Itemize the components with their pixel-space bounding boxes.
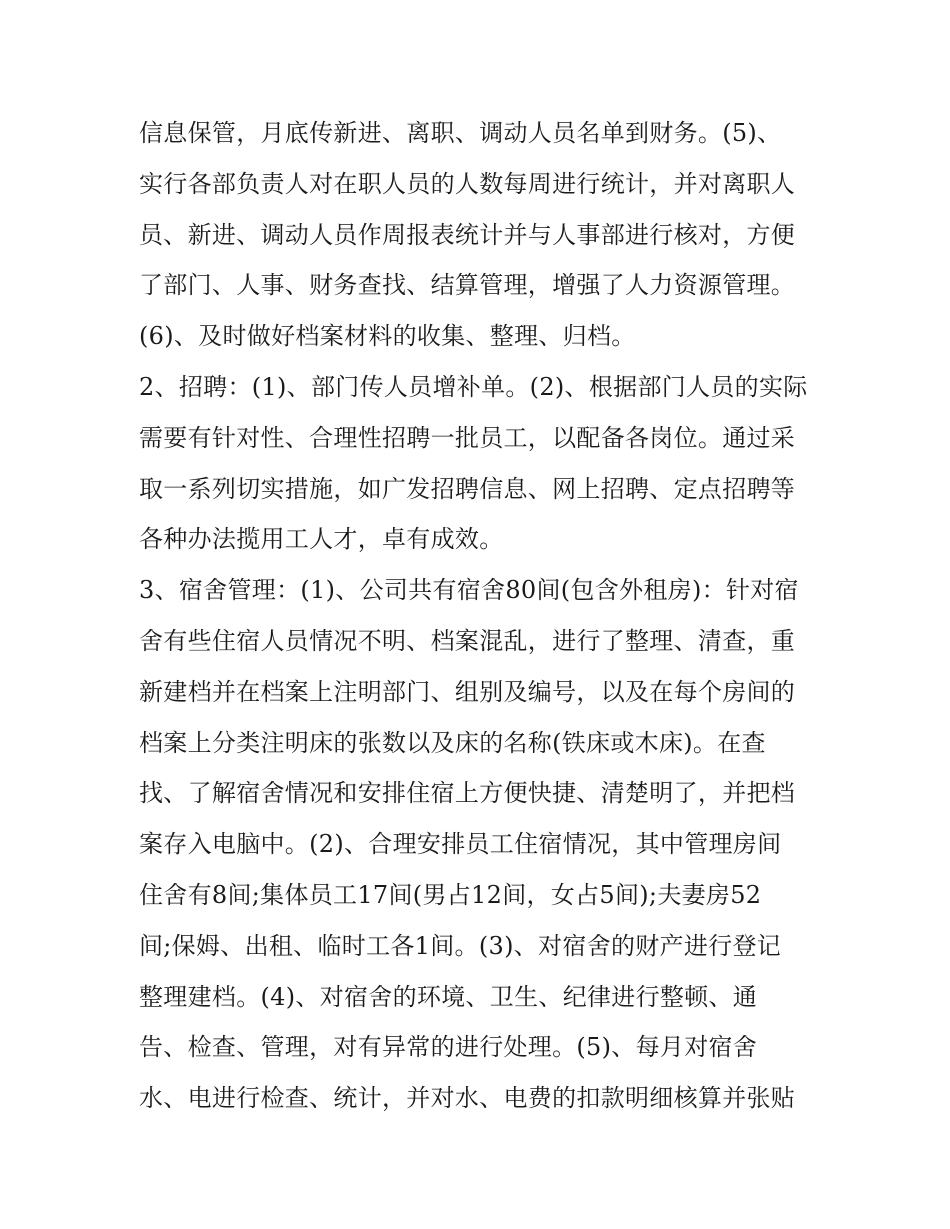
text-line: 取一系列切实措施，如广发招聘信息、网上招聘、定点招聘等 (139, 474, 796, 503)
text-line: 间;保姆、出租、临时工各1间。(3)、对宿舍的财产进行登记 (139, 931, 782, 960)
text-line: 实行各部负责人对在职人员的人数每周进行统计，并对离职人 (139, 169, 796, 198)
text-line: 找、了解宿舍情况和安排住宿上方便快捷、清楚明了，并把档 (139, 779, 796, 808)
text-line: 告、检查、管理，对有异常的进行处理。(5)、每月对宿舍 (139, 1033, 758, 1062)
text-line: 员、新进、调动人员作周报表统计并与人事部进行核对，方便 (139, 220, 796, 249)
text-line: 3、宿舍管理：(1)、公司共有宿舍80间(包含外租房)：针对宿 (139, 576, 799, 605)
text-line: 了部门、人事、财务查找、结算管理，增强了人力资源管理。 (139, 271, 796, 300)
text-line: 需要有针对性、合理性招聘一批员工，以配备各岗位。通过采 (139, 423, 796, 452)
text-line: 档案上分类注明床的张数以及床的名称(铁床或木床)。在查 (139, 728, 766, 757)
text-line: 新建档并在档案上注明部门、组别及编号，以及在每个房间的 (139, 677, 796, 706)
text-line: (6)、及时做好档案材料的收集、整理、归档。 (139, 322, 636, 351)
text-line: 案存入电脑中。(2)、合理安排员工住宿情况，其中管理房间 (139, 830, 782, 859)
text-line: 整理建档。(4)、对宿舍的环境、卫生、纪律进行整顿、通 (139, 982, 758, 1011)
text-line: 信息保管，月底传新进、离职、调动人员名单到财务。(5)、 (139, 119, 782, 147)
body-text (139, 108, 819, 1124)
text-line: 水、电进行检查、统计，并对水、电费的扣款明细核算并张贴 (139, 1084, 796, 1113)
text-line: 2、招聘：(1)、部门传人员增补单。(2)、根据部门人员的实际 (139, 372, 808, 401)
text-line: 舍有些住宿人员情况不明、档案混乱，进行了整理、清查，重 (139, 626, 796, 655)
text-line: 住舍有8间;集体员工17间(男占12间，女占5间);夫妻房52 (139, 880, 762, 909)
text-line: 各种办法揽用工人才，卓有成效。 (139, 525, 504, 554)
